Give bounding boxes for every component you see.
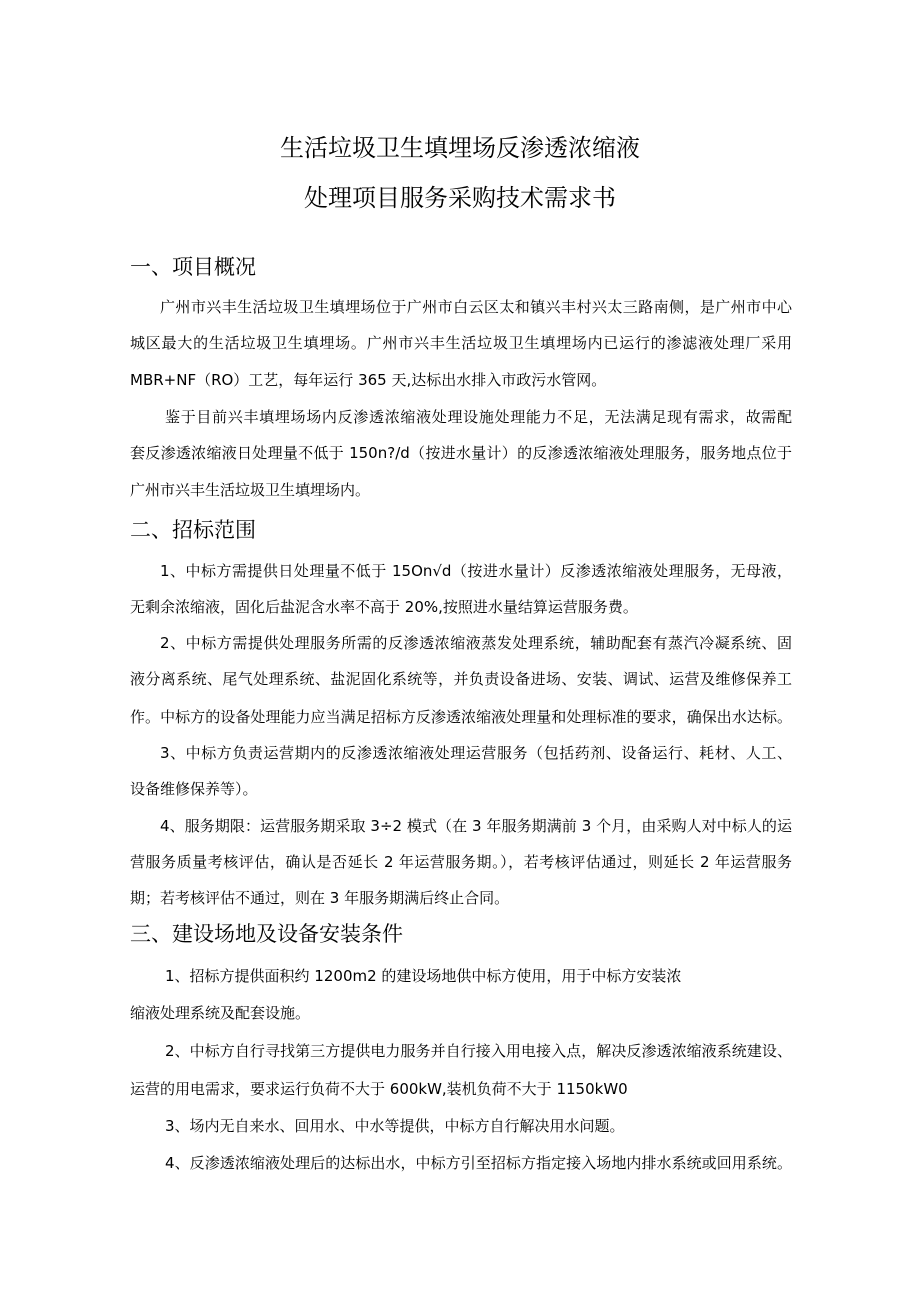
list-item-line: 3、场内无自来水、回用水、中水等提供，中标方自行解决用水问题。	[165, 1117, 625, 1135]
paragraph-line: MBR+NF（RO）工艺，每年运行 365 天,达标出水排入市政污水管网。	[130, 371, 607, 389]
list-item-line: 作。中标方的设备处理能力应当满足招标方反渗透浓缩液处理量和处理标准的要求，确保出水达标。	[130, 708, 792, 726]
section-heading: 二、招标范围	[130, 518, 256, 542]
list-item-line: 4、反渗透浓缩液处理后的达标出水，中标方引至招标方指定接入场地内排水系统或回用系统。	[165, 1154, 792, 1172]
paragraph-line: 广州市兴丰生活垃圾卫生填埋场内。	[130, 481, 371, 499]
paragraph-line: 鉴于目前兴丰填埋场场内反渗透浓缩液处理设施处理能力不足，无法满足现有需求，故需配	[165, 408, 792, 426]
section-heading: 一、项目概况	[130, 255, 256, 279]
list-item-line: 设备维修保养等）。	[130, 780, 258, 798]
list-item-line: 2、中标方自行寻找第三方提供电力服务并自行接入用电接入点，解决反渗透浓缩液系统建设、	[165, 1042, 792, 1060]
paragraph-line: 广州市兴丰生活垃圾卫生填埋场位于广州市白云区太和镇兴丰村兴太三路南侧，是广州市中心	[160, 298, 792, 316]
paragraph-line: 城区最大的生活垃圾卫生填埋场。广州市兴丰生活垃圾卫生填埋场内已运行的渗滤液处理厂采用	[130, 334, 792, 352]
list-item-line: 2、中标方需提供处理服务所需的反渗透浓缩液蒸发处理系统，辅助配套有蒸汽冷凝系统、固	[160, 634, 792, 652]
list-item-line: 1、中标方需提供日处理量不低于 15On√d（按进水量计）反渗透浓缩液处理服务，无母液，	[160, 562, 792, 580]
list-item-line: 营服务质量考核评估，确认是否延长 2 年运营服务期。），若考核评估通过，则延长 2 年运营服务	[130, 853, 792, 871]
document-title-line-2: 处理项目服务采购技术需求书	[304, 184, 616, 212]
list-item-line: 3、中标方负责运营期内的反渗透浓缩液处理运营服务（包括药剂、设备运行、耗材、人工、	[160, 744, 792, 762]
document-title-line-1: 生活垃圾卫生填埋场反渗透浓缩液	[280, 134, 640, 162]
list-item-line: 4、服务期限：运营服务期采取 3÷2 模式（在 3 年服务期满前 3 个月，由采购人对中标人的运	[160, 817, 792, 835]
list-item-line: 期；若考核评估不通过，则在 3 年服务期满后终止合同。	[130, 889, 510, 907]
list-item-line: 运营的用电需求，要求运行负荷不大于 600kW,装机负荷不大于 1150kW0	[130, 1080, 628, 1098]
list-item-line: 无剩余浓缩液，固化后盐泥含水率不高于 20%,按照进水量结算运营服务费。	[130, 598, 638, 616]
list-item-line: 缩液处理系统及配套设施。	[130, 1004, 311, 1022]
list-item-line: 1、招标方提供面积约 1200m2 的建设场地供中标方使用，用于中标方安装浓	[165, 967, 682, 985]
list-item-line: 液分离系统、尾气处理系统、盐泥固化系统等，并负责设备进场、安装、调试、运营及维修保养工	[130, 670, 792, 688]
section-heading: 三、建设场地及设备安装条件	[130, 922, 403, 946]
paragraph-line: 套反渗透浓缩液日处理量不低于 150n?/d（按进水量计）的反渗透浓缩液处理服务，服务地点位于	[130, 444, 792, 462]
